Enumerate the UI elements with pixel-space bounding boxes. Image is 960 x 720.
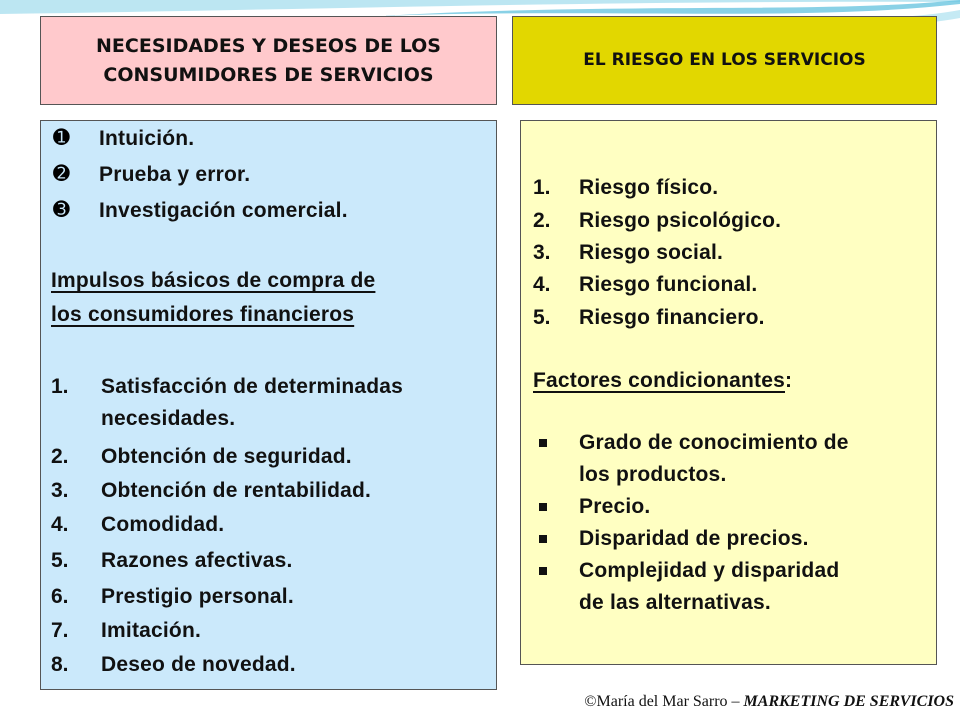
- square-bullet-icon: [539, 567, 547, 575]
- impulse-item: Razones afectivas.: [101, 549, 293, 572]
- item-number: 7.: [51, 619, 69, 642]
- method-item: Prueba y error.: [99, 163, 251, 186]
- impulse-item: Prestigio personal.: [101, 585, 294, 608]
- impulse-item-cont: necesidades.: [101, 407, 236, 430]
- factor-item-cont: de las alternativas.: [579, 591, 771, 614]
- factor-item: Grado de conocimiento de: [579, 431, 849, 454]
- item-number: 3.: [51, 479, 69, 502]
- impulse-item: Comodidad.: [101, 513, 225, 536]
- circled-three-icon: ➌: [53, 199, 70, 221]
- item-number: 4.: [51, 513, 69, 536]
- impulse-item: Deseo de novedad.: [101, 653, 296, 676]
- footer-credit: [584, 693, 954, 711]
- factor-item: Disparidad de precios.: [579, 527, 809, 550]
- impulses-heading-line2: los consumidores financieros: [51, 303, 355, 326]
- impulse-item: Obtención de seguridad.: [101, 445, 352, 468]
- risk-item: Riesgo físico.: [579, 176, 719, 199]
- right-title-box: [512, 16, 937, 105]
- factor-item: Complejidad y disparidad: [579, 559, 840, 582]
- risk-item: Riesgo funcional.: [579, 273, 758, 296]
- factors-heading: [533, 369, 792, 393]
- risk-number: 1.: [533, 176, 551, 199]
- item-number: 2.: [51, 445, 69, 468]
- circled-two-icon: ➋: [53, 163, 70, 185]
- left-title-box: [40, 16, 497, 105]
- factor-item: Precio.: [579, 495, 651, 518]
- risk-item: Riesgo financiero.: [579, 306, 765, 329]
- square-bullet-icon: [539, 439, 547, 447]
- item-number: 1.: [51, 375, 69, 398]
- left-panel: [40, 120, 497, 690]
- item-number: 6.: [51, 585, 69, 608]
- factors-heading-text: Factores condicionantes: [533, 369, 785, 392]
- impulse-item: Satisfacción de determinadas: [101, 375, 404, 398]
- right-panel: [520, 120, 937, 665]
- footer-course: MARKETING DE SERVICIOS: [743, 693, 954, 710]
- left-title-line2: CONSUMIDORES DE SERVICIOS: [103, 63, 434, 86]
- item-number: 5.: [51, 549, 69, 572]
- factors-heading-colon: :: [785, 369, 793, 392]
- impulse-item: Obtención de rentabilidad.: [101, 479, 372, 502]
- risk-item: Riesgo psicológico.: [579, 209, 782, 232]
- square-bullet-icon: [539, 503, 547, 511]
- right-title: EL RIESGO EN LOS SERVICIOS: [583, 49, 866, 70]
- impulses-heading-line1: Impulsos básicos de compra de: [51, 269, 376, 292]
- factor-item-cont: los productos.: [579, 463, 727, 486]
- square-bullet-icon: [539, 535, 547, 543]
- circled-one-icon: ➊: [53, 127, 70, 149]
- risk-number: 5.: [533, 306, 551, 329]
- footer-author: ©María del Mar Sarro –: [584, 693, 744, 710]
- risk-number: 2.: [533, 209, 551, 232]
- risk-number: 3.: [533, 241, 551, 264]
- item-number: 8.: [51, 653, 69, 676]
- left-title-line1: NECESIDADES Y DESEOS DE LOS: [96, 35, 441, 57]
- impulse-item: Imitación.: [101, 619, 202, 642]
- risk-item: Riesgo social.: [579, 241, 724, 264]
- method-item: Investigación comercial.: [99, 199, 348, 222]
- method-item: Intuición.: [99, 127, 195, 150]
- risk-number: 4.: [533, 273, 551, 296]
